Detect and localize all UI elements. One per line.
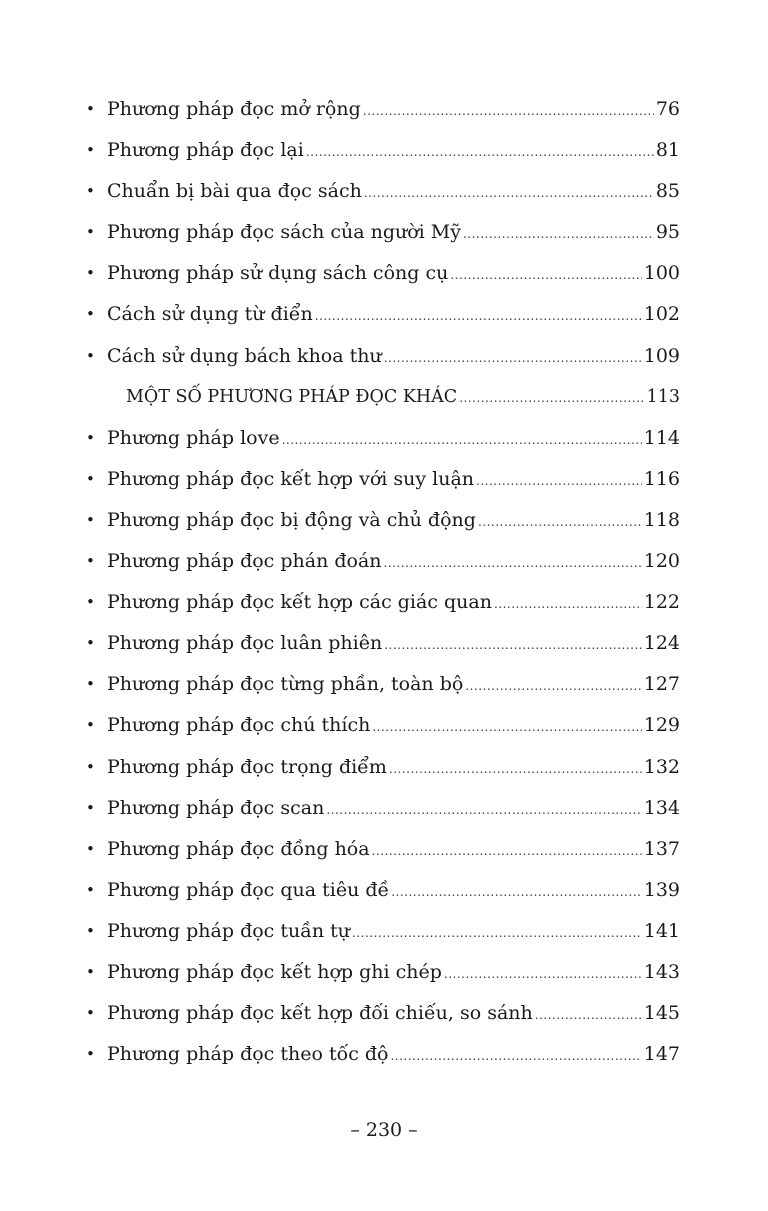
- bullet-icon: •: [86, 880, 95, 899]
- dot-leader: [478, 502, 642, 543]
- toc-entry: [86, 664, 680, 705]
- bullet-icon: •: [86, 921, 95, 940]
- bullet-icon: •: [86, 634, 95, 653]
- toc-entry-page-number: 147: [643, 1043, 680, 1066]
- bullet-icon: •: [86, 839, 95, 858]
- toc-entry-label: Phương pháp đọc theo tốc độ: [107, 1043, 389, 1066]
- bullet-icon: •: [86, 757, 95, 776]
- toc-entry: [86, 993, 680, 1034]
- bullet-icon: •: [86, 1004, 95, 1023]
- dot-leader: [372, 831, 642, 872]
- dot-leader: [315, 296, 642, 337]
- dot-leader: [306, 132, 654, 173]
- bullet-icon: •: [86, 346, 95, 365]
- toc-entry: [86, 294, 680, 335]
- toc-entry: [86, 582, 680, 623]
- toc-entry-page-number: 139: [643, 878, 680, 901]
- toc-entry-page-number: 113: [646, 386, 680, 407]
- toc-entry-label: Cách sử dụng bách khoa thư: [107, 344, 382, 367]
- dot-leader: [384, 338, 642, 379]
- page-number-footer: – 230 –: [350, 1119, 418, 1141]
- dot-leader: [389, 749, 642, 790]
- toc-entry-page-number: 114: [643, 426, 680, 449]
- toc-entry: [86, 418, 680, 459]
- dot-leader: [535, 995, 642, 1036]
- toc-entry-label: Cách sử dụng từ điển: [107, 303, 313, 326]
- toc-entry-label: Phương pháp đọc kết hợp các giác quan: [107, 591, 492, 614]
- dot-leader: [364, 173, 654, 214]
- toc-entry-page-number: 120: [643, 550, 680, 573]
- toc-entry: [86, 130, 680, 171]
- dot-leader: [282, 420, 642, 461]
- toc-entry-page-number: 85: [655, 180, 680, 203]
- toc-entry: [86, 541, 680, 582]
- toc-entry-page-number: 109: [643, 344, 680, 367]
- toc-entry: [86, 788, 680, 829]
- toc-entry-label: Phương pháp đọc tuần tự: [107, 919, 351, 942]
- dot-leader: [463, 214, 654, 255]
- toc-entry-page-number: 116: [643, 467, 680, 490]
- toc-entry-label: Phương pháp đọc phán đoán: [107, 550, 382, 573]
- bullet-icon: •: [86, 223, 95, 242]
- toc-entry-page-number: 143: [643, 960, 680, 983]
- toc-entry: [86, 459, 680, 500]
- bullet-icon: •: [86, 510, 95, 529]
- bullet-icon: •: [86, 675, 95, 694]
- toc-entry-label: Phương pháp đọc mở rộng: [107, 98, 361, 120]
- toc-entry: [86, 253, 680, 294]
- bullet-icon: •: [86, 182, 95, 201]
- bullet-icon: •: [86, 469, 95, 488]
- toc-entry-label: Phương pháp love: [107, 426, 280, 449]
- toc-entry-label: Phương pháp sử dụng sách công cụ: [107, 262, 449, 285]
- toc-entry-label: Phương pháp đọc scan: [107, 796, 325, 819]
- toc-entry: [86, 89, 680, 130]
- dot-leader: [476, 461, 642, 502]
- toc-entry-label: Phương pháp đọc kết hợp với suy luận: [107, 467, 475, 490]
- toc-entry-page-number: 118: [643, 508, 680, 531]
- toc-entry-page-number: 129: [643, 714, 680, 737]
- toc-entry-label: Phương pháp đọc chú thích: [107, 714, 371, 737]
- toc-entry-page-number: 137: [643, 837, 680, 860]
- bullet-icon: •: [86, 141, 95, 160]
- bullet-icon: •: [86, 593, 95, 612]
- toc-entry-label: Phương pháp đọc từng phần, toàn bộ: [107, 673, 464, 696]
- toc-section-heading: [86, 377, 680, 418]
- dot-leader: [494, 584, 642, 625]
- toc-entry-page-number: 124: [643, 632, 680, 655]
- toc-entry-page-number: 95: [655, 221, 680, 244]
- dot-leader: [391, 872, 642, 913]
- dot-leader: [363, 91, 654, 132]
- toc-entry: [86, 870, 680, 911]
- bullet-icon: •: [86, 428, 95, 447]
- bullet-icon: •: [86, 1045, 95, 1064]
- toc-entry: [86, 829, 680, 870]
- toc-entry-page-number: 145: [643, 1002, 680, 1025]
- toc-entry-label: Phương pháp đọc đồng hóa: [107, 837, 370, 860]
- dot-leader: [372, 707, 641, 748]
- toc-entry: [86, 747, 680, 788]
- toc-entry-label: Phương pháp đọc lại: [107, 139, 304, 162]
- toc-entry-page-number: 127: [643, 673, 680, 696]
- dot-leader: [352, 913, 642, 954]
- table-of-contents: [86, 89, 680, 1075]
- bullet-icon: •: [86, 305, 95, 324]
- toc-entry-label: MỘT SỐ PHƯƠNG PHÁP ĐỌC KHÁC: [126, 386, 458, 407]
- toc-entry-page-number: 132: [643, 755, 680, 778]
- toc-entry-label: Phương pháp đọc qua tiêu đề: [107, 878, 390, 901]
- toc-entry-label: Phương pháp đọc sách của người Mỹ: [107, 221, 461, 244]
- toc-entry: [86, 212, 680, 253]
- toc-entry-label: Phương pháp đọc trọng điểm: [107, 755, 387, 778]
- toc-entry-page-number: 141: [643, 919, 680, 942]
- dot-leader: [384, 625, 642, 666]
- dot-leader: [444, 954, 642, 995]
- bullet-icon: •: [86, 716, 95, 735]
- toc-entry: [86, 623, 680, 664]
- toc-entry: [86, 952, 680, 993]
- dot-leader: [384, 543, 642, 584]
- toc-entry-page-number: 81: [655, 139, 680, 162]
- toc-entry: [86, 500, 680, 541]
- toc-entry-label: Chuẩn bị bài qua đọc sách: [107, 180, 362, 203]
- toc-entry-label: Phương pháp đọc kết hợp đối chiếu, so sánh: [107, 1002, 533, 1025]
- bullet-icon: •: [86, 264, 95, 283]
- toc-entry: [86, 171, 680, 212]
- bullet-icon: •: [86, 552, 95, 571]
- toc-entry: [86, 336, 680, 377]
- bullet-icon: •: [86, 962, 95, 981]
- dot-leader: [459, 378, 644, 419]
- dot-leader: [390, 1036, 641, 1077]
- toc-entry-label: Phương pháp đọc kết hợp ghi chép: [107, 960, 442, 983]
- dot-leader: [450, 255, 641, 296]
- toc-entry-page-number: 122: [643, 591, 680, 614]
- toc-entry-page-number: 134: [643, 796, 680, 819]
- toc-entry: [86, 705, 680, 746]
- toc-entry-page-number: 76: [655, 98, 680, 120]
- toc-entry-label: Phương pháp đọc luân phiên: [107, 632, 383, 655]
- bullet-icon: •: [86, 100, 95, 118]
- dot-leader: [326, 790, 641, 831]
- toc-entry-page-number: 102: [643, 303, 680, 326]
- toc-entry-label: Phương pháp đọc bị động và chủ động: [107, 508, 476, 531]
- toc-entry-page-number: 100: [643, 262, 680, 285]
- toc-entry: [86, 911, 680, 952]
- toc-entry: [86, 1034, 680, 1075]
- bullet-icon: •: [86, 798, 95, 817]
- dot-leader: [465, 666, 641, 707]
